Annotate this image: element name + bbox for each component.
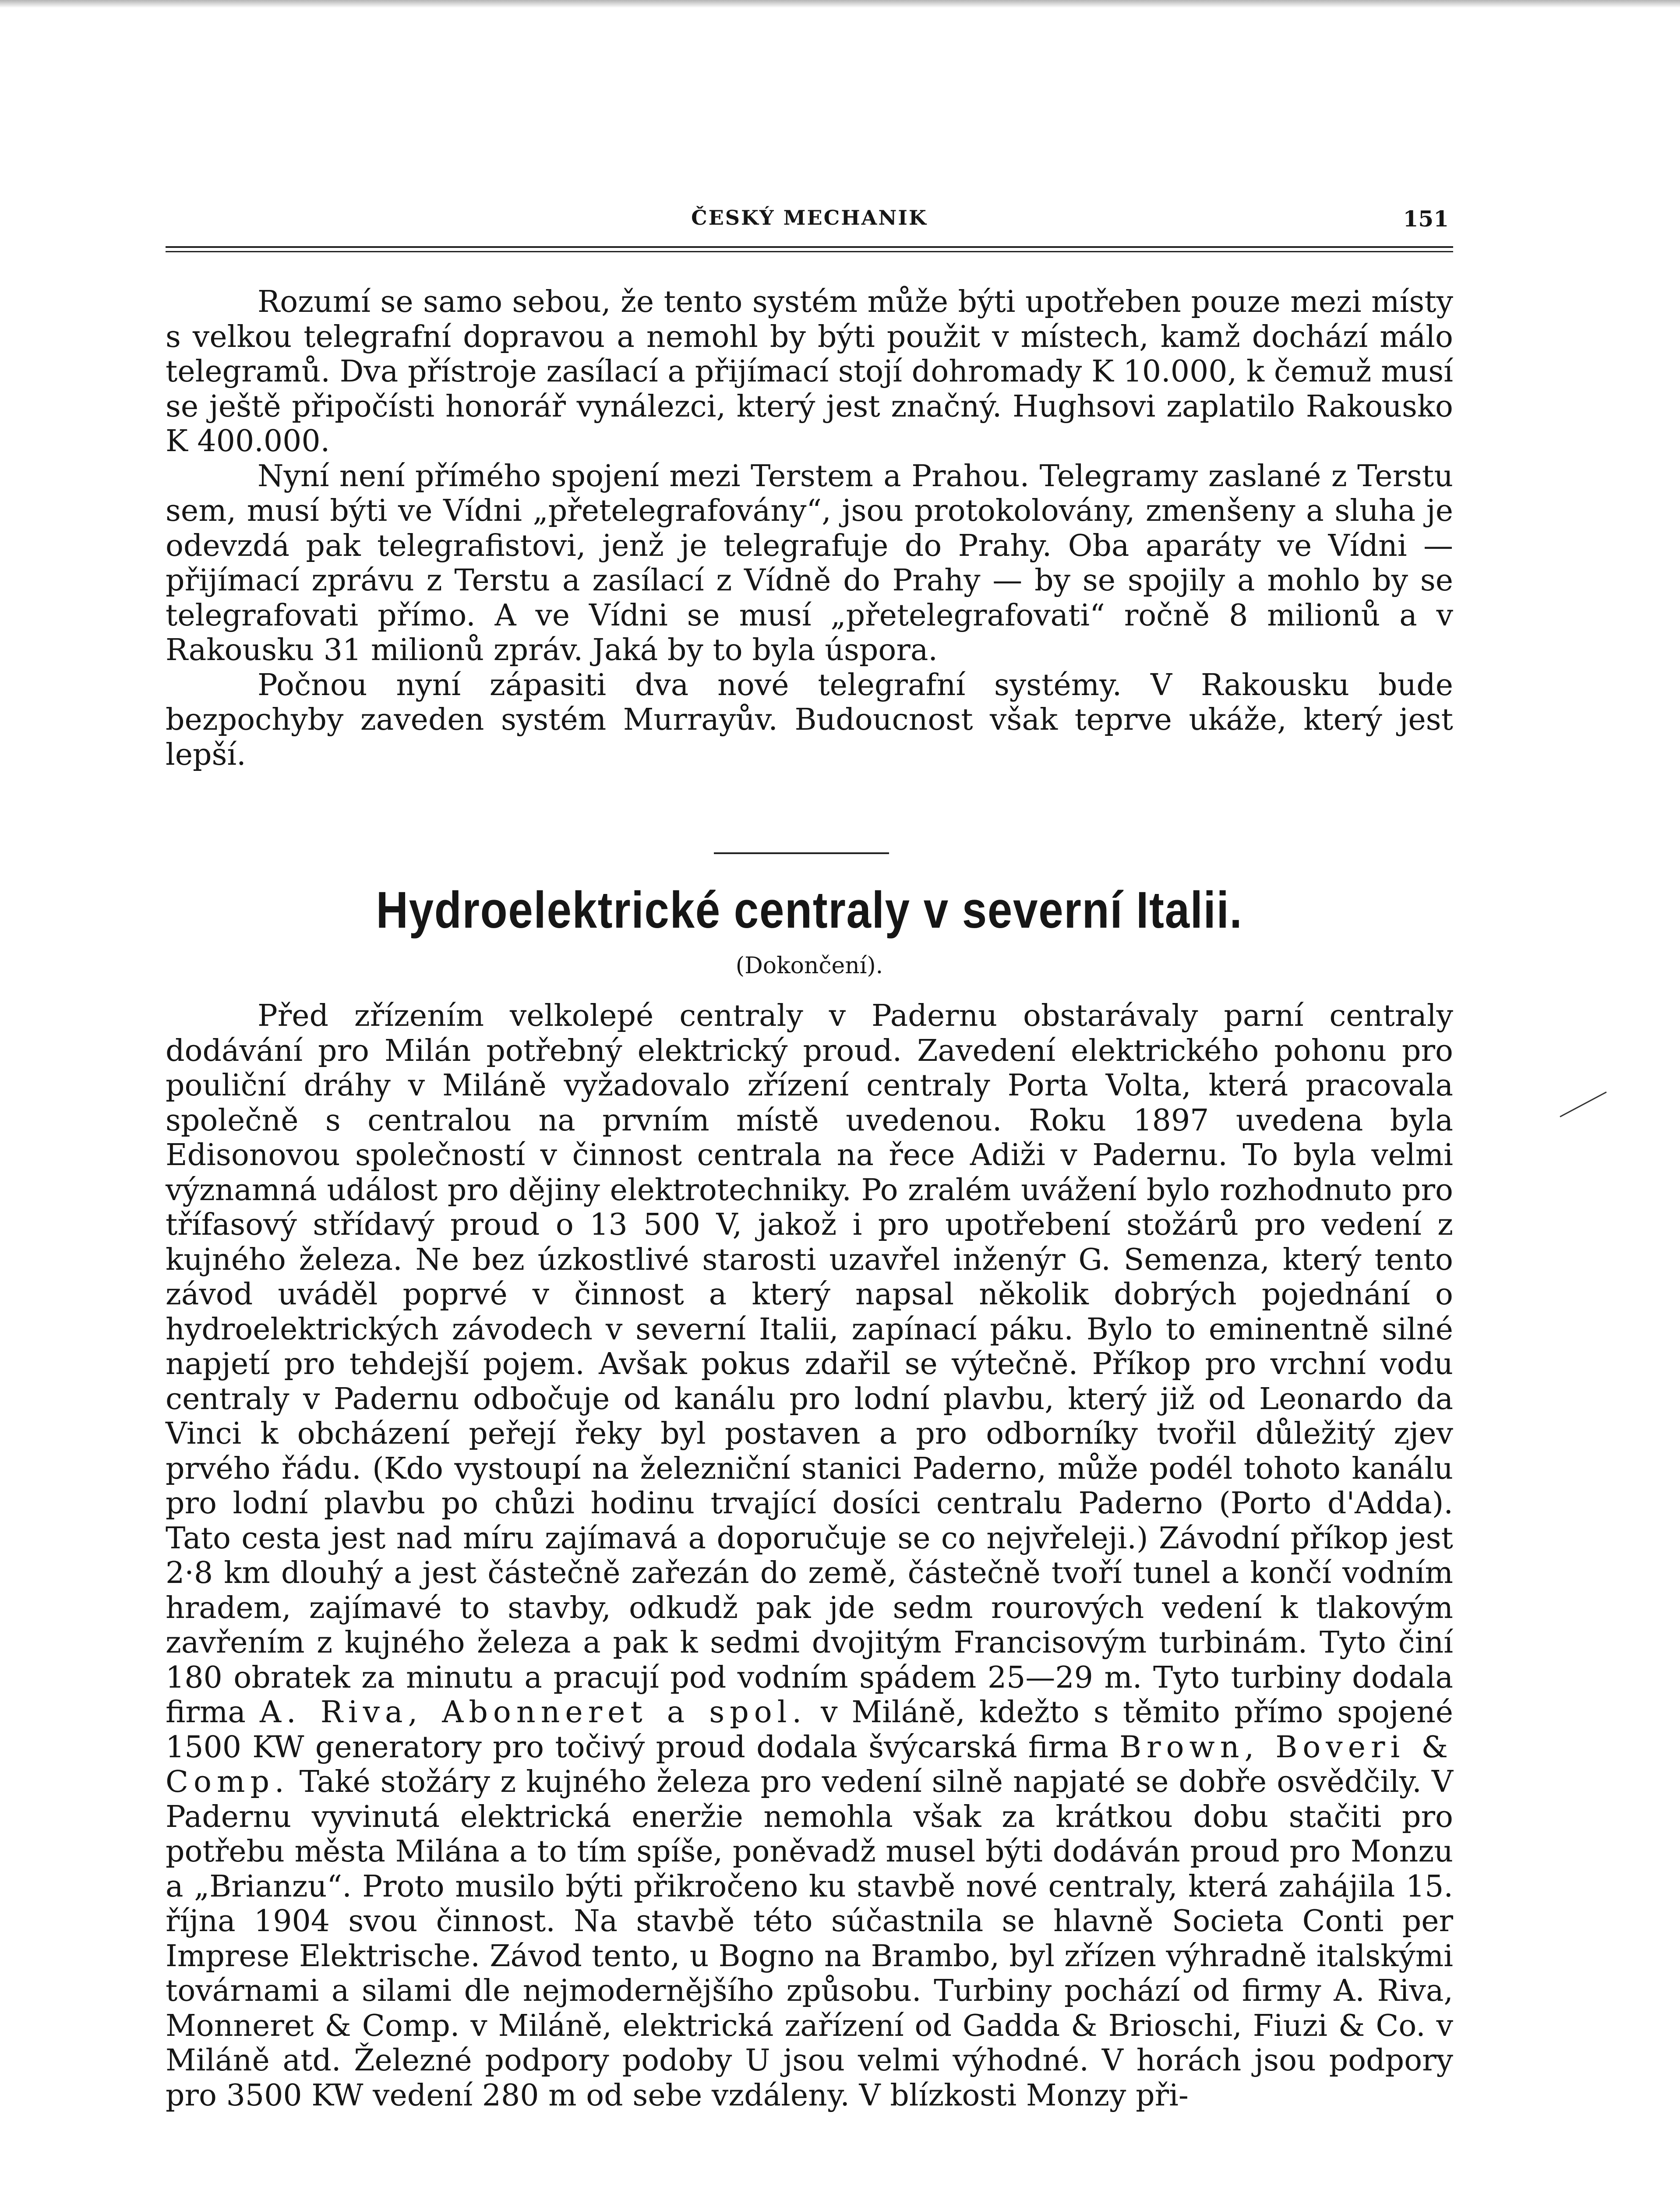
article-subtitle: (Dokončení).: [735, 953, 883, 979]
margin-pencil-mark: [1560, 1091, 1606, 1117]
paragraph: [166, 999, 1453, 2113]
article-title: Hydroelektrické centraly v severní Italii.: [376, 881, 1243, 939]
text-run: Před zřízením velkolepé centraly v Padernu obstarávaly parní centraly dodávání pro Milán potřebný elektrický proud. Zavedení elektrického pohonu pro pouliční dráhy v Miláně vyžadovalo zřízení centraly Porta Volta, která pracovala společně s centralou na prvním místě uvedenou. Roku 1897 uvedena byla Edisonovou společností v činnost centrala na řece Adiži v Padernu. To byla velmi významná událost pro dějiny elektrotechniky. Po zralém uvážení bylo rozhodnuto pro třífasový střídavý proud o 13 500 V, jakož i pro upotřebení stožárů pro vedení z kujného železa. Ne bez úzkostlivé starosti uzavřel inženýr G. Semenza, který tento závod uváděl poprvé v činnost a který napsal několik dobrých pojednání o hydroelektrických závodech v severní Italii, zapínací páku. Bylo to eminentně silné napjetí pro tehdejší pojem. Avšak pokus zdařil se výtečně. Příkop pro vrchní vodu centraly v Padernu odbočuje od kanálu pro lodní plavbu, který již od Leonardo da Vinci k obcházení peřejí řeky byl postaven a pro odborníky tvořil důležitý zjev prvého řádu. (Kdo vystoupí na železniční stanici Paderno, může podél tohoto kanálu pro lodní plavbu po chůzi hodinu trvající dosíci centralu Paderno (Porto d'Adda). Tato cesta jest nad míru zajímavá a doporučuje se co nejvřeleji.) Závodní příkop jest 2·8 km dlouhý a jest částečně zařezán do země, částečně tvoří tunel a končí vodním hradem, zajímavé to stavby, odkudž pak jde sedm rourových vedení k tlakovým zavřením z kujného železa a pak k sedmi dvojitým Francisovým turbinám. Tyto činí 180 obratek za minutu a pracují pod vodním spádem 25—29 m. Tyto turbiny dodala firma: [166, 999, 1453, 1730]
article-text: [166, 999, 1453, 2113]
firm-name: Brown, Boveri & Comp.: [166, 1730, 1453, 1799]
paragraph: Rozumí se samo sebou, že tento systém může býti upotřeben pouze mezi místy s velkou telegrafní dopravou a nemohl by býti použit v místech, kamž dochází málo telegramů. Dva přístroje zasílací a přijímací stojí dohromady K 10.000, k čemuž musí se ještě připočísti honorář vynálezci, který jest značný. Hughsovi zaplatilo Rakousko K 400.000.: [166, 285, 1453, 459]
page-number: 151: [1403, 206, 1449, 232]
article-separator: [714, 852, 889, 854]
journal-title: ČESKÝ MECHANIK: [691, 206, 928, 230]
previous-article-text: [166, 285, 1453, 772]
header-rule: [166, 246, 1453, 252]
text-run: v Miláně, kdežto s těmito přímo spojené 1500 KW generatory pro točivý proud dodala švýcarská firma: [166, 1695, 1453, 1765]
paragraph: Nyní není přímého spojení mezi Terstem a Prahou. Telegramy zaslané z Terstu sem, musí býti ve Vídni „přetelegrafovány“, jsou protokolovány, zmenšeny a sluha je odevzdá pak telegrafistovi, jenž je telegrafuje do Prahy. Oba aparáty ve Vídni — přijímací zprávu z Terstu a zasílací z Vídně do Prahy — by se spojily a mohlo by se telegrafovati přímo. A ve Vídni se musí „přetelegrafovati“ ročně 8 milionů a v Rakousku 31 milionů zpráv. Jaká by to byla úspora.: [166, 459, 1453, 668]
firm-name: A. Riva, Abonneret a spol.: [259, 1695, 807, 1730]
paragraph: Počnou nyní zápasiti dva nové telegrafní systémy. V Rakousku bude bezpochyby zaveden systém Murrayův. Budoucnost však teprve ukáže, který jest lepší.: [166, 668, 1453, 772]
running-header: [166, 206, 1453, 237]
scan-edge: [0, 0, 1680, 8]
text-run: Také stožáry z kujného železa pro vedení silně napjaté se dobře osvědčily. V Padernu vyvinutá elektrická eneržie nemohla však za krátkou dobu stačiti pro potřebu města Milána a to tím spíše, poněvadž musel býti dodáván proud pro Monzu a „Brianzu“. Proto musilo býti přikročeno ku stavbě nové centraly, která zahájila 15. října 1904 svou činnost. Na stavbě této súčastnila se hlavně Societa Conti per Imprese Elektrische. Závod tento, u Bogno na Brambo, byl zřízen výhradně italskými továrnami a silami dle nejmodernějšího způsobu. Turbiny pochází od firmy A. Riva, Monneret & Comp. v Miláně, elektrická zařízení od Gadda & Brioschi, Fiuzi & Co. v Miláně atd. Železné podpory podoby U jsou velmi výhodné. V horách jsou podpory pro 3500 KW vedení 280 m od sebe vzdáleny. V blízkosti Monzy při-: [166, 1765, 1453, 2113]
